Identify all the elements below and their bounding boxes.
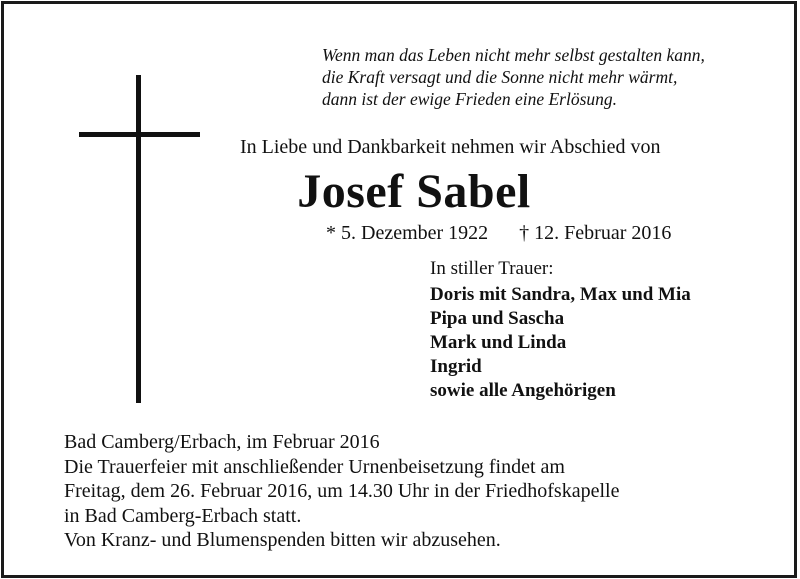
death-date: † 12. Februar 2016 [519,222,672,244]
mourners-list [430,283,691,403]
mourner-name: sowie alle Angehörigen [430,380,616,401]
mourner-name: Mark und Linda [430,332,567,353]
poem-line: Wenn man das Leben nicht mehr selbst gestalten kann, [322,45,705,65]
birth-date: * 5. Dezember 1922 [326,222,489,244]
mourning-heading: In stiller Trauer: [430,258,554,279]
mourner-name: Pipa und Sascha [430,308,565,329]
notice-line: Freitag, dem 26. Februar 2016, um 14.30 Uhr in der Friedhofskapelle [64,480,620,502]
obituary-card [1,1,797,578]
notice-line: Bad Camberg/Erbach, im Februar 2016 [64,431,380,453]
cross-vertical-bar [136,75,141,403]
mourner-name: Ingrid [430,356,482,377]
farewell-intro: In Liebe und Dankbarkeit nehmen wir Abschied von [240,136,661,158]
cross-horizontal-bar [79,132,200,137]
poem-line: die Kraft versagt und die Sonne nicht mehr wärmt, [322,67,678,87]
funeral-notice [64,430,619,553]
notice-line: Von Kranz- und Blumenspenden bitten wir abzusehen. [64,529,501,551]
poem-quote [322,44,705,110]
poem-line: dann ist der ewige Frieden eine Erlösung. [322,89,618,109]
deceased-name: Josef Sabel [297,165,531,218]
notice-line: in Bad Camberg-Erbach statt. [64,504,302,527]
life-dates [326,222,671,245]
notice-line: Die Trauerfeier mit anschließender Urnenbeisetzung findet am [64,455,565,478]
mourner-name: Doris mit Sandra, Max und Mia [430,284,691,305]
